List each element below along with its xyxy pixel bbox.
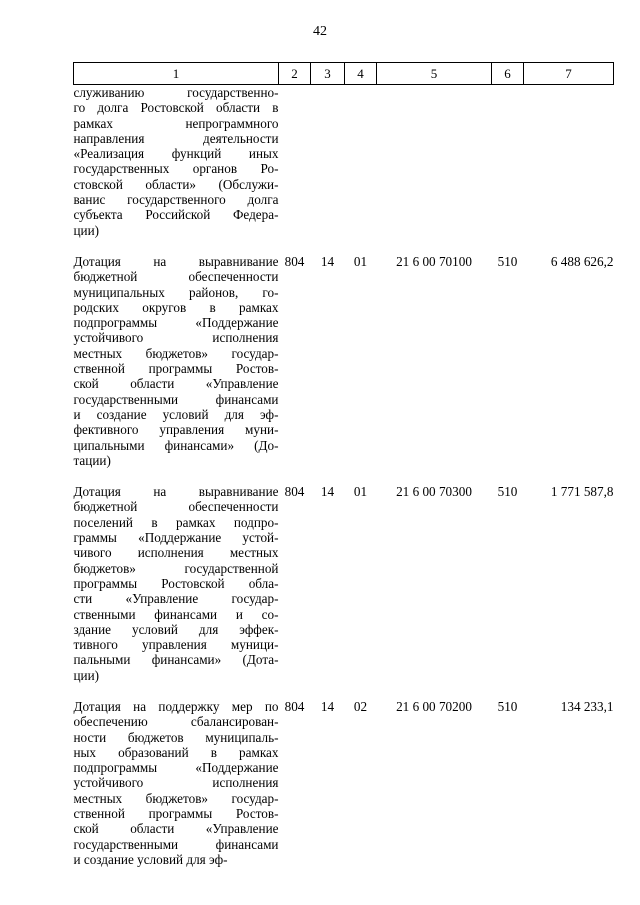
section-code: 14	[320, 484, 335, 500]
description-line: подпрограммы «Поддержание	[73, 760, 279, 776]
ministry-code: 804	[284, 253, 305, 269]
description-line: стовской области» (Обслужи-	[73, 176, 279, 192]
ministry-code: 804	[284, 484, 305, 500]
description-line: бюджетов» государственной	[73, 560, 279, 576]
description-line: программы Ростовской обла-	[73, 575, 279, 591]
table-row	[74, 85, 614, 238]
table-row	[74, 699, 614, 867]
row-spacer	[74, 683, 614, 699]
description-line: местных бюджетов» государ-	[73, 345, 279, 361]
subsection-code: 01	[353, 253, 368, 269]
description-line: бюджетной обеспеченности	[73, 499, 279, 515]
description-line: фективного управления муни-	[73, 422, 279, 438]
description-line: ции)	[73, 222, 100, 238]
description-line: граммы «Поддержание устой-	[73, 530, 279, 546]
amount-value: 134 233,1	[560, 698, 614, 714]
description-line: тивного управления муници-	[73, 637, 279, 653]
description-line: подпрограммы «Поддержание	[73, 315, 279, 331]
row-spacer	[74, 468, 614, 484]
description-line: ственными финансами и со-	[73, 606, 279, 622]
amount-value: 1 771 587,8	[550, 484, 614, 500]
column-header: 4	[345, 63, 377, 85]
budget-table	[73, 62, 614, 867]
target-article-code	[377, 85, 492, 238]
description-line: и создание условий для эф-	[73, 851, 228, 867]
table-row	[74, 254, 614, 468]
table-row	[74, 484, 614, 683]
section-code	[311, 85, 345, 238]
subsection-code: 02	[353, 698, 368, 714]
description-line: го долга Ростовской области в	[73, 100, 279, 116]
description-line: и создание условий для эф-	[73, 406, 279, 422]
description-line: родских округов в рамках	[73, 299, 279, 315]
description-line: устойчивого исполнения	[73, 330, 279, 346]
expense-type-code: 510	[497, 484, 518, 500]
ministry-code: 804	[284, 698, 305, 714]
description-line: Дотация на выравнивание	[73, 484, 279, 500]
description-line: «Реализация функций иных	[73, 146, 279, 162]
column-header: 3	[311, 63, 345, 85]
column-header: 2	[279, 63, 311, 85]
expense-type-code: 510	[497, 253, 518, 269]
subsection-code	[345, 85, 377, 238]
description-line: ванис государственного долга	[73, 192, 279, 208]
description-line: Дотация на выравнивание	[73, 253, 279, 269]
target-article-code: 21 6 00 70200	[396, 698, 472, 714]
section-code: 14	[320, 253, 335, 269]
description-line: ственной программы Ростов-	[73, 806, 279, 822]
row-description	[74, 254, 279, 468]
table-header-row	[74, 63, 614, 85]
row-spacer	[74, 238, 614, 254]
description-line: государственными финансами	[73, 836, 279, 852]
ministry-code	[279, 85, 311, 238]
description-line: обеспечению сбалансирован-	[73, 714, 279, 730]
description-line: ных образований в рамках	[73, 744, 279, 760]
amount-value	[524, 85, 614, 238]
column-header: 7	[524, 63, 614, 85]
expense-type-code: 510	[497, 698, 518, 714]
amount-value: 6 488 626,2	[550, 253, 614, 269]
description-line: местных бюджетов» государ-	[73, 790, 279, 806]
description-line: ности бюджетов муниципаль-	[73, 729, 279, 745]
description-line: ской области «Управление	[73, 376, 279, 392]
description-line: бюджетной обеспеченности	[73, 269, 279, 285]
description-line: чивого исполнения местных	[73, 545, 279, 561]
description-line: государственных органов Ро-	[73, 161, 279, 177]
description-line: ции)	[73, 667, 100, 683]
section-code: 14	[320, 698, 335, 714]
description-line: рамках непрограммного	[73, 115, 279, 131]
description-line: Дотация на поддержку мер по	[73, 698, 279, 714]
description-line: ской области «Управление	[73, 821, 279, 837]
description-line: служиванию государственно-	[73, 85, 279, 100]
description-line: ципальными финансами» (До-	[73, 437, 279, 453]
row-description	[74, 85, 279, 238]
description-line: здание условий для эффек-	[73, 621, 279, 637]
description-line: государственными финансами	[73, 391, 279, 407]
expense-type-code	[492, 85, 524, 238]
description-line: субъекта Российской Федера-	[73, 207, 279, 223]
column-header: 1	[74, 63, 279, 85]
column-header: 6	[492, 63, 524, 85]
description-line: муниципальных районов, го-	[73, 284, 279, 300]
page-number: 42	[313, 24, 327, 39]
description-line: направления деятельности	[73, 130, 279, 146]
description-line: ственной программы Ростов-	[73, 361, 279, 377]
description-line: устойчивого исполнения	[73, 775, 279, 791]
subsection-code: 01	[353, 484, 368, 500]
target-article-code: 21 6 00 70300	[396, 484, 472, 500]
column-header: 5	[377, 63, 492, 85]
description-line: сти «Управление государ-	[73, 591, 279, 607]
row-description	[74, 699, 279, 867]
description-line: тации)	[73, 452, 111, 468]
row-description	[74, 484, 279, 683]
description-line: поселений в рамках подпро-	[73, 514, 279, 530]
description-line: пальными финансами» (Дота-	[73, 652, 279, 668]
target-article-code: 21 6 00 70100	[396, 253, 472, 269]
